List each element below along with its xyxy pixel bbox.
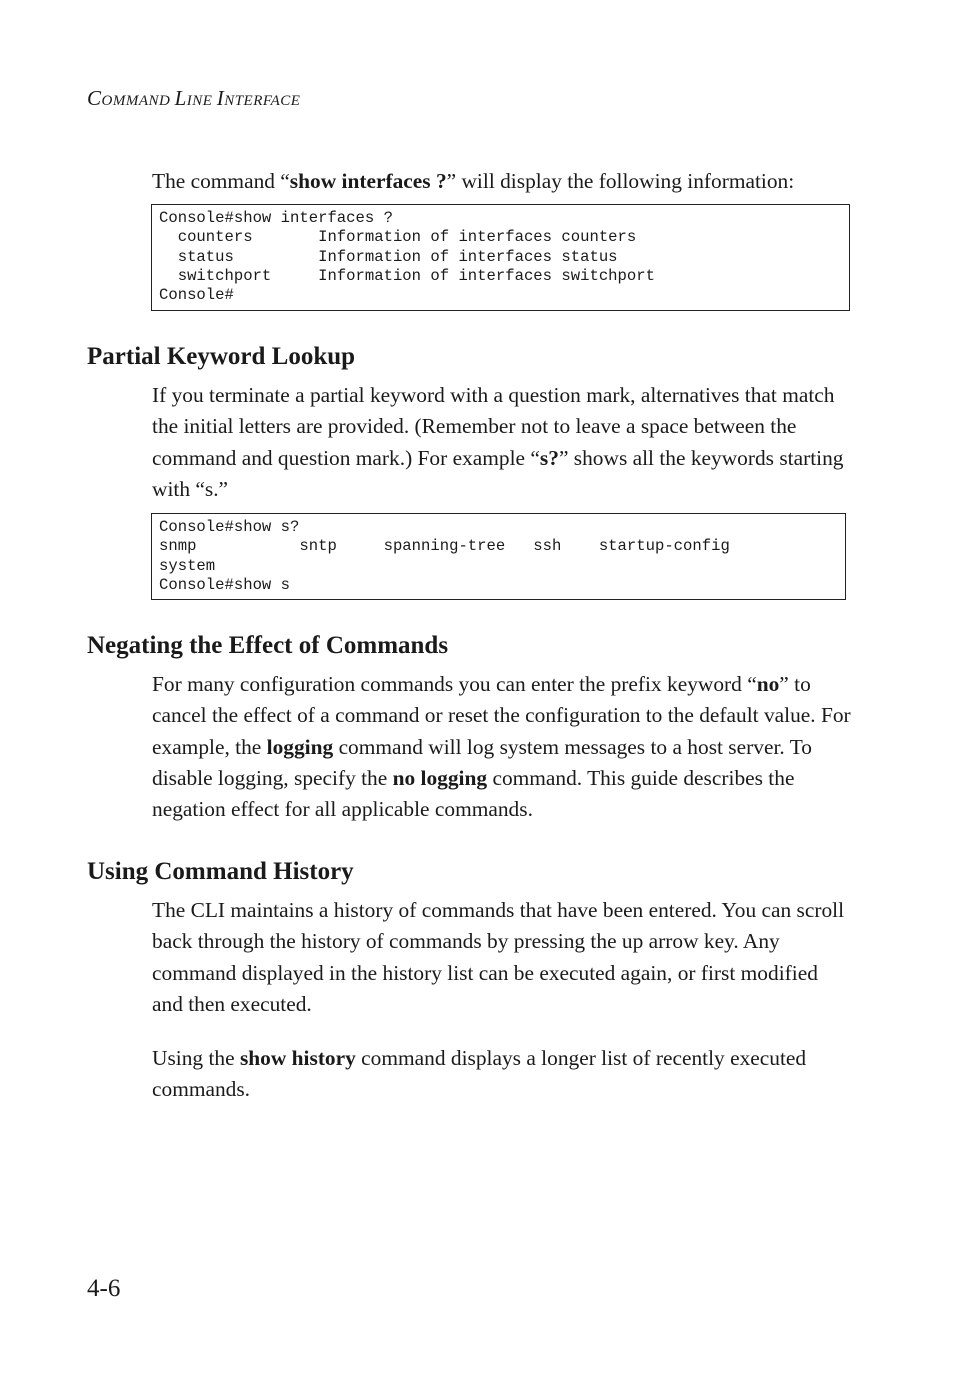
negating-keyword-logging: logging (266, 734, 334, 759)
intro-text-before: The command “ (152, 169, 290, 193)
history-text-2: command displays a longer list of recently executed commands. (152, 1046, 807, 1102)
running-header-cap-3: I (216, 86, 225, 110)
code-line: status Information of interfaces status (159, 247, 618, 266)
history-text-1: Using the (152, 1046, 240, 1070)
history-paragraph-2 (152, 1043, 852, 1106)
intro-command: show interfaces ? (289, 169, 447, 193)
intro-text-after: ” will display the following information: (446, 169, 795, 193)
code-block-show-s (151, 513, 846, 600)
running-header-cap-2: L (174, 86, 187, 110)
negating-keyword-no-logging: no logging (392, 765, 488, 790)
code-line: snmp sntp spanning-tree ssh startup-config (159, 537, 730, 556)
negating-text-1: For many configuration commands you can enter the prefix keyword “ (152, 672, 757, 696)
negating-paragraph (152, 669, 852, 825)
running-header-cap-1: C (87, 86, 102, 110)
code-line: Console#show s (159, 575, 291, 594)
code-line: switchport Information of interfaces switchport (159, 266, 655, 285)
running-header-rest-1: OMMAND (101, 93, 175, 109)
code-line: Console# (159, 286, 234, 305)
history-command: show history (239, 1046, 356, 1070)
heading-command-history: Using Command History (87, 858, 354, 885)
code-block-show-interfaces (151, 204, 850, 311)
running-header (87, 86, 300, 111)
history-paragraph-1: The CLI maintains a history of commands that have been entered. You can scroll back through the history of commands by pressing the up arrow key. Any command displayed in the history list can be executed again, or first modified and then executed. (152, 898, 845, 1016)
intro-paragraph (152, 166, 852, 197)
partial-text-2: ” shows all the keywords starting with “s.” (152, 445, 844, 501)
heading-negating-commands: Negating the Effect of Commands (87, 632, 449, 659)
partial-keyword-paragraph (152, 380, 852, 505)
heading-partial-keyword-lookup: Partial Keyword Lookup (87, 343, 356, 370)
negating-keyword-no: no (756, 672, 780, 696)
negating-text-4: command. This guide describes the negation effect for all applicable commands. (152, 765, 795, 822)
code-line: counters Information of interfaces counters (159, 228, 637, 247)
partial-text-1: If you terminate a partial keyword with a question mark, alternatives that match the initial letters are provided. (Remember not to leave a space between the command and question mark.) For example “ (152, 383, 835, 470)
partial-example-command: s? (539, 445, 559, 470)
negating-text-3: command will log system messages to a host server. To disable logging, specify the (152, 734, 812, 790)
code-line: Console#show interfaces ? (159, 209, 393, 227)
page-number: 4-6 (87, 1275, 121, 1302)
running-header-rest-3: NTERFACE (224, 93, 301, 109)
code-line: system (159, 556, 216, 575)
code-line: Console#show s? (159, 518, 300, 536)
negating-text-2: ” to cancel the effect of a command or reset the configuration to the default value. For example, the (152, 672, 851, 759)
running-header-rest-2: INE (186, 93, 217, 109)
